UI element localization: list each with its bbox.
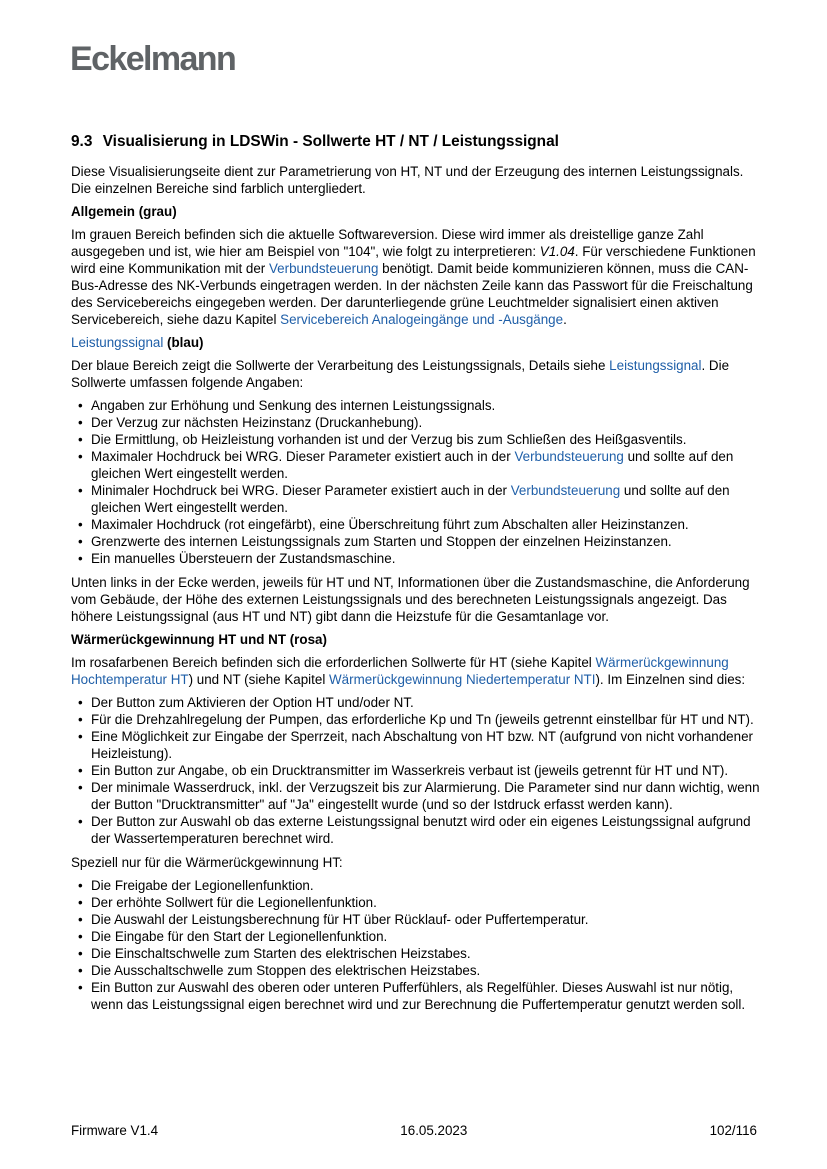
- text: und sollte auf den gleichen Wert eingestellt werden.: [91, 449, 734, 481]
- list-item: • Die Ausschaltschwelle zum Stoppen des elektrischen Heizstabes.: [91, 962, 761, 979]
- section-title: Visualisierung in LDSWin - Sollwerte HT / NT / Leistungssignal: [102, 133, 559, 150]
- text: Der blaue Bereich zeigt die Sollwerte der Verarbeitung des Leistungssignals, Details siehe: [71, 358, 610, 373]
- link-verbundsteuerung[interactable]: Verbundsteuerung: [268, 261, 379, 276]
- text: Im rosafarbenen Bereich befinden sich die erforderlichen Sollwerte für HT (siehe Kapitel: [71, 655, 596, 670]
- list-item: • Für die Drehzahlregelung der Pumpen, das erforderliche Kp und Tn (jeweils getrennt einstellbar für HT und NT).: [91, 711, 761, 728]
- footer-date: 16.05.2023: [400, 1123, 468, 1138]
- list-item: • Die Einschaltschwelle zum Starten des elektrischen Heizstabes.: [91, 945, 761, 962]
- list-item: • Die Auswahl der Leistungsberechnung für HT über Rücklauf- oder Puffertemperatur.: [91, 911, 761, 928]
- link-verbundsteuerung[interactable]: Verbundsteuerung: [514, 449, 624, 464]
- document-body: [71, 133, 761, 1020]
- list-item: • Der minimale Wasserdruck, inkl. der Verzugszeit bis zur Alarmierung. Die Parameter sind nur dann wichtig, wenn der Button "Drucktransmitter" auf "Ja" eingestellt wurde (und so der Istdruck erfasst werden kann).: [91, 779, 761, 813]
- link-leistungssignal-heading[interactable]: Leistungssignal: [71, 335, 164, 350]
- text: Minimaler Hochdruck bei WRG. Dieser Parameter existiert auch in der: [91, 483, 511, 498]
- allgemein-heading: Allgemein (grau): [71, 204, 177, 219]
- list-item: • Ein Button zur Auswahl des oberen oder unteren Pufferfühlers, als Regelfühler. Dieses Auswahl ist nur nötig, wenn das Leistungssignal eigen berechnet wird und zur Berechnung die Puffertemperatur genutzt werden soll.: [91, 979, 761, 1013]
- link-wrg-nt[interactable]: Wärmerückgewinnung Niedertemperatur NTI: [329, 672, 596, 687]
- list-item: • Die Freigabe der Legionellenfunktion.: [91, 877, 761, 894]
- wrg-heading: Wärmerückgewinnung HT und NT (rosa): [71, 632, 327, 647]
- wrg-paragraph: [71, 654, 761, 688]
- text: . Für verschiedene Funktionen wird eine Kommunikation mit der: [71, 244, 756, 276]
- link-leistungssignal[interactable]: Leistungssignal: [609, 358, 702, 373]
- link-verbundsteuerung[interactable]: Verbundsteuerung: [510, 483, 621, 498]
- footer-firmware: Firmware V1.4: [71, 1123, 159, 1138]
- text: ). Im Einzelnen sind dies:: [595, 672, 746, 687]
- leistungssignal-heading: [71, 334, 761, 351]
- list-item: • Eine Möglichkeit zur Eingabe der Sperrzeit, nach Abschaltung von HT bzw. NT (aufgrund von nicht vorhandener Heizleistung).: [91, 728, 761, 762]
- section-number: 9.3: [71, 133, 93, 150]
- list-item: [91, 482, 761, 516]
- footer-page-number: 102/116: [709, 1123, 757, 1138]
- intro-paragraph: Diese Visualisierungseite dient zur Parametrierung von HT, NT und der Erzeugung des internen Leistungssignals. Die einzelnen Bereiche sind farblich untergliedert.: [71, 164, 744, 196]
- text: (blau): [163, 335, 204, 350]
- list-item: • Maximaler Hochdruck (rot eingefärbt), eine Überschreitung führt zum Abschalten aller Heizinstanzen.: [91, 516, 761, 533]
- list-item: [91, 448, 761, 482]
- wrg-ht-list: [71, 877, 761, 1013]
- list-item: • Angaben zur Erhöhung und Senkung des internen Leistungssignals.: [91, 397, 761, 414]
- text: ) und NT (siehe Kapitel: [188, 672, 330, 687]
- leistungssignal-after-paragraph: Unten links in der Ecke werden, jeweils für HT und NT, Informationen über die Zustandsmaschine, die Anforderung vom Gebäude, der Höhe des externen Leistungssignals und des berechneten Leistungssignals angezeigt. Das höhere Leistungssignal (aus HT und NT) gibt dann die Heizstufe für die Gesamtanlage vor.: [71, 575, 750, 624]
- wrg-list: [71, 694, 761, 847]
- text: benötigt. Damit beide kommunizieren können, muss die CAN-Bus-Adresse des NK-Verbunds eingetragen werden. In der nächsten Zeile kann das Passwort für die Freischaltung des Servicebereichs eingegeben werden. Der darunterliegende grüne Leuchtmelder signalisiert einen aktiven Servicebereich, siehe dazu Kapitel: [71, 261, 753, 327]
- text: Maximaler Hochdruck bei WRG. Dieser Parameter existiert auch in der: [91, 449, 515, 464]
- list-item: • Ein Button zur Angabe, ob ein Drucktransmitter im Wasserkreis verbaut ist (jeweils getrennt für HT und NT).: [91, 762, 761, 779]
- link-servicebereich[interactable]: Servicebereich Analogeingänge und -Ausgänge: [280, 312, 564, 327]
- list-item: • Die Ermittlung, ob Heizleistung vorhanden ist und der Verzug bis zum Schließen des Heißgasventils.: [91, 431, 761, 448]
- leistungssignal-list: [71, 397, 761, 567]
- eckelmann-logo: Eckelmann: [70, 40, 236, 78]
- wrg-ht-intro: Speziell nur für die Wärmerückgewinnung HT:: [71, 855, 343, 870]
- list-item: • Grenzwerte des internen Leistungssignals zum Starten und Stoppen der einzelnen Heizinstanzen.: [91, 533, 761, 550]
- list-item: • Ein manuelles Übersteuern der Zustandsmaschine.: [91, 550, 761, 567]
- link-wrg-ht[interactable]: Wärmerückgewinnung Hochtemperatur HT: [71, 655, 729, 687]
- list-item: • Der Verzug zur nächsten Heizinstanz (Druckanhebung).: [91, 414, 761, 431]
- list-item: • Der Button zum Aktivieren der Option HT und/oder NT.: [91, 694, 761, 711]
- text: und sollte auf den gleichen Wert eingestellt werden.: [91, 483, 730, 515]
- list-item: • Der erhöhte Sollwert für die Legionellenfunktion.: [91, 894, 761, 911]
- page-footer: [71, 1123, 757, 1138]
- text: Im grauen Bereich befinden sich die aktuelle Softwareversion. Diese wird immer als dreistellige ganze Zahl ausgegeben und ist, wie hier am Beispiel von "104", wie folgt zu interpretieren:: [71, 227, 704, 259]
- text: . Die Sollwerte umfassen folgende Angaben:: [71, 358, 730, 390]
- section-heading: [71, 133, 761, 150]
- text: .: [563, 312, 567, 327]
- allgemein-paragraph: [71, 226, 761, 328]
- list-item: • Der Button zur Auswahl ob das externe Leistungssignal benutzt wird oder ein eigenes Leistungssignal aufgrund der Wassertemperaturen berechnet wird.: [91, 813, 761, 847]
- leistungssignal-paragraph: [71, 357, 761, 391]
- version-example: V1.04: [539, 244, 575, 259]
- list-item: • Die Eingabe für den Start der Legionellenfunktion.: [91, 928, 761, 945]
